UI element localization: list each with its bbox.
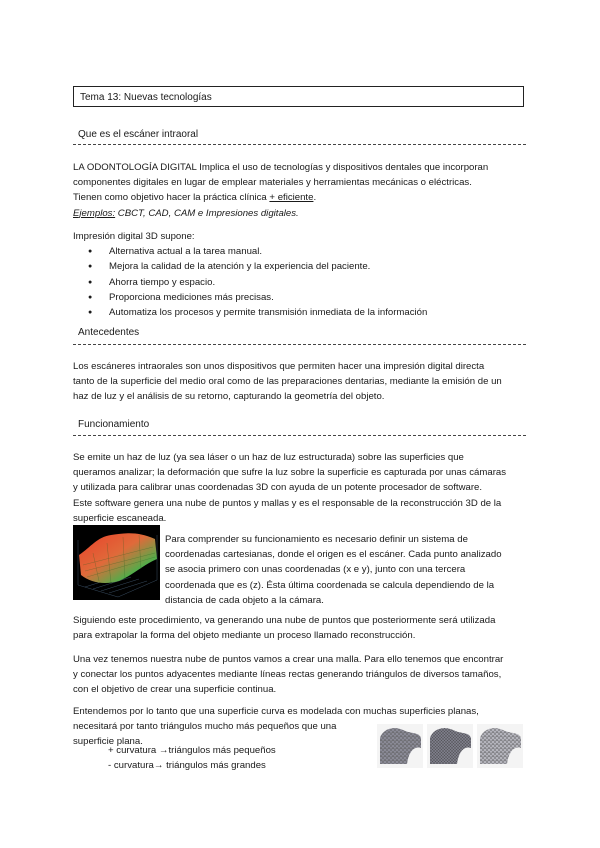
section-heading-escaner: Que es el escáner intraoral bbox=[78, 129, 199, 140]
impresion-block bbox=[73, 229, 528, 320]
examples-text: CBCT, CAD, CAM e Impresiones digitales. bbox=[115, 207, 299, 219]
curvature-rule-minus: - curvatura→ triángulos más grandes bbox=[108, 760, 266, 772]
text-line: tanto de la superficie del medio oral como de las preparaciones dentarias, mediante la emisión de un bbox=[73, 376, 502, 388]
divider bbox=[73, 344, 526, 345]
section-heading-funcionamiento: Funcionamiento bbox=[78, 419, 150, 430]
funcionamiento-p2 bbox=[165, 532, 535, 608]
text-line: coordenada que es (z). Ésta última coordenada se calcula dependiendo de la bbox=[165, 579, 495, 591]
impresion-heading: Impresión digital 3D supone: bbox=[73, 231, 195, 242]
text-line: Los escáneres intraorales son unos dispositivos que permiten hacer una impresión digital directa bbox=[73, 361, 485, 372]
mesh-images bbox=[377, 724, 523, 768]
examples-label: Ejemplos: bbox=[73, 207, 116, 219]
text-line: Siguiendo este procedimiento, va generando una nube de puntos que posteriormente será utilizada bbox=[73, 615, 496, 626]
divider bbox=[73, 435, 526, 436]
list-item: ● Alternativa actual a la tarea manual. bbox=[73, 244, 528, 259]
intro-paragraph bbox=[73, 160, 528, 221]
funcionamiento-p4 bbox=[73, 652, 528, 698]
text-line: necesitará por tanto triángulos mucho más pequeños que una bbox=[73, 721, 337, 733]
title-box bbox=[73, 86, 524, 107]
text-line: Este software genera una nube de puntos y mallas y es el responsable de la reconstrucción 3D de la bbox=[73, 497, 502, 509]
text-line: superficie plana. bbox=[73, 736, 143, 748]
list-item: ● Proporciona mediciones más precisas. bbox=[73, 290, 528, 305]
intro-line3-underlined: + eficiente bbox=[269, 192, 314, 204]
mesh-images-graphic bbox=[377, 724, 523, 768]
text-line: para extrapolar la forma del objeto mediante un proceso llamado reconstrucción. bbox=[73, 630, 416, 642]
text-line: Una vez tenemos nuestra nube de puntos vamos a crear una malla. Para ello tenemos que encontrar bbox=[73, 654, 504, 665]
funcionamiento-p1 bbox=[73, 450, 528, 526]
list-item: ● Automatiza los procesos y permite transmisión inmediata de la información bbox=[73, 305, 528, 320]
text-line: y utilizada para calibrar unas coordenadas 3D con ayuda de un potente procesador de software. bbox=[73, 482, 483, 494]
text-line: Se emite un haz de luz (ya sea láser o un haz de luz estructurada) sobre las superficies que bbox=[73, 452, 464, 463]
text-line: queramos analizar; la deformación que sufre la luz sobre la superficie es capturada por unas cámaras bbox=[73, 467, 507, 479]
intro-line3-end: . bbox=[313, 192, 317, 204]
list-item: ● Mejora la calidad de la atención y la experiencia del paciente. bbox=[73, 259, 528, 274]
surface-3d-image bbox=[73, 525, 160, 600]
text-line: Entendemos por lo tanto que una superficie curva es modelada con muchas superficies planas, bbox=[73, 706, 479, 717]
text-line: coordenadas cartesianas, donde el origen es el escáner. Cada punto analizado bbox=[165, 549, 502, 561]
impresion-list bbox=[73, 244, 528, 320]
section-heading-antecedentes: Antecedentes bbox=[78, 327, 140, 338]
antecedentes-paragraph bbox=[73, 359, 528, 405]
funcionamiento-p3 bbox=[73, 613, 528, 643]
intro-line1: Implica el uso de tecnologías y dispositivos dentales que incorporan bbox=[196, 162, 489, 173]
text-line: y conectar los puntos adyacentes mediante líneas rectas generando triángulos de diversos tamaños, bbox=[73, 669, 502, 681]
text-line: distancia de cada objeto a la cámara. bbox=[165, 594, 324, 606]
text-line: con el objetivo de crear una superficie continua. bbox=[73, 684, 277, 696]
list-item: ● Ahorra tiempo y espacio. bbox=[73, 275, 528, 290]
text-line: se asocia primero con unas coordenadas (x e y), junto con una tercera bbox=[165, 564, 466, 576]
surface-3d-graphic bbox=[73, 525, 160, 600]
intro-line3: Tienen como objetivo hacer la práctica clínica bbox=[73, 192, 270, 204]
text-line: Para comprender su funcionamiento es necesario definir un sistema de bbox=[165, 534, 468, 545]
page-title: Tema 13: Nuevas tecnologías bbox=[80, 92, 212, 103]
intro-lead: LA ODONTOLOGÍA DIGITAL bbox=[73, 162, 197, 173]
text-line: haz de luz y el análisis de su retorno, capturando la geometría del objeto. bbox=[73, 391, 385, 403]
text-line: superficie escaneada. bbox=[73, 512, 167, 524]
divider bbox=[73, 144, 526, 145]
intro-line2: componentes digitales en lugar de emplear materiales y herramientas mecánicas o eléctricas. bbox=[73, 177, 472, 189]
curvature-rule-plus: + curvatura →triángulos más pequeños bbox=[108, 745, 276, 756]
curvature-rules bbox=[108, 743, 276, 773]
